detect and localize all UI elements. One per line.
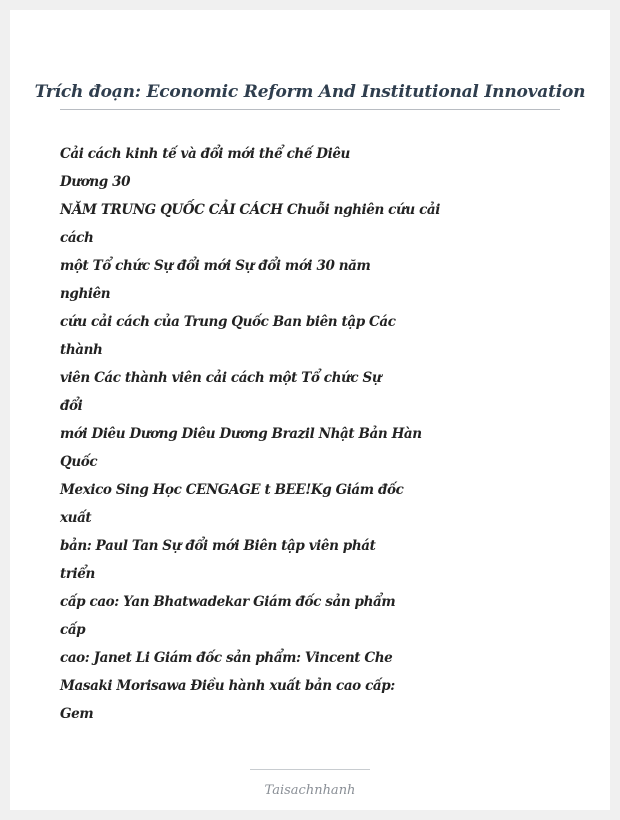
page-title: Trích đoạn: Economic Reform And Institutional Innovation [34, 82, 586, 102]
body-line: cách [60, 230, 94, 246]
body-line: cấp cao: Yan Bhatwadekar Giám đốc sản phẩm [60, 594, 396, 610]
body-line: Masaki Morisawa Điều hành xuất bản cao cấp: [60, 678, 395, 694]
body-line: NĂM TRUNG QUỐC CẢI CÁCH Chuỗi nghiên cứu cải [60, 202, 441, 218]
body-line: nghiên [60, 286, 111, 302]
title-divider [60, 109, 560, 110]
body-line: xuất [60, 510, 92, 526]
body-line: bản: Paul Tan Sự đổi mới Biên tập viên phát [60, 538, 376, 554]
body-line: viên Các thành viên cải cách một Tổ chức Sự [60, 370, 382, 386]
body-line: cao: Janet Li Giám đốc sản phẩm: Vincent Che [60, 650, 393, 666]
body-line: triển [60, 566, 95, 582]
body-line: đổi [60, 398, 83, 414]
body-line: Mexico Sing Học CENGAGE t BEE!Kg Giám đốc [60, 482, 404, 498]
footer-source: Taisachnhanh [264, 783, 356, 798]
document-page [10, 10, 610, 810]
body-line: Quốc [60, 454, 98, 470]
body-line: Cải cách kinh tế và đổi mới thể chế Diêu [60, 146, 350, 162]
body-line: cấp [60, 622, 86, 638]
footer-divider [250, 769, 370, 770]
document-body [60, 140, 560, 728]
body-line: Gem [60, 706, 94, 722]
body-line: thành [60, 342, 103, 358]
body-line: mới Diêu Dương Diêu Dương Brazil Nhật Bản Hàn [60, 426, 422, 442]
body-line: cứu cải cách của Trung Quốc Ban biên tập Các [60, 314, 396, 330]
body-line: một Tổ chức Sự đổi mới Sự đổi mới 30 năm [60, 258, 371, 274]
body-line: Dương 30 [60, 174, 131, 190]
